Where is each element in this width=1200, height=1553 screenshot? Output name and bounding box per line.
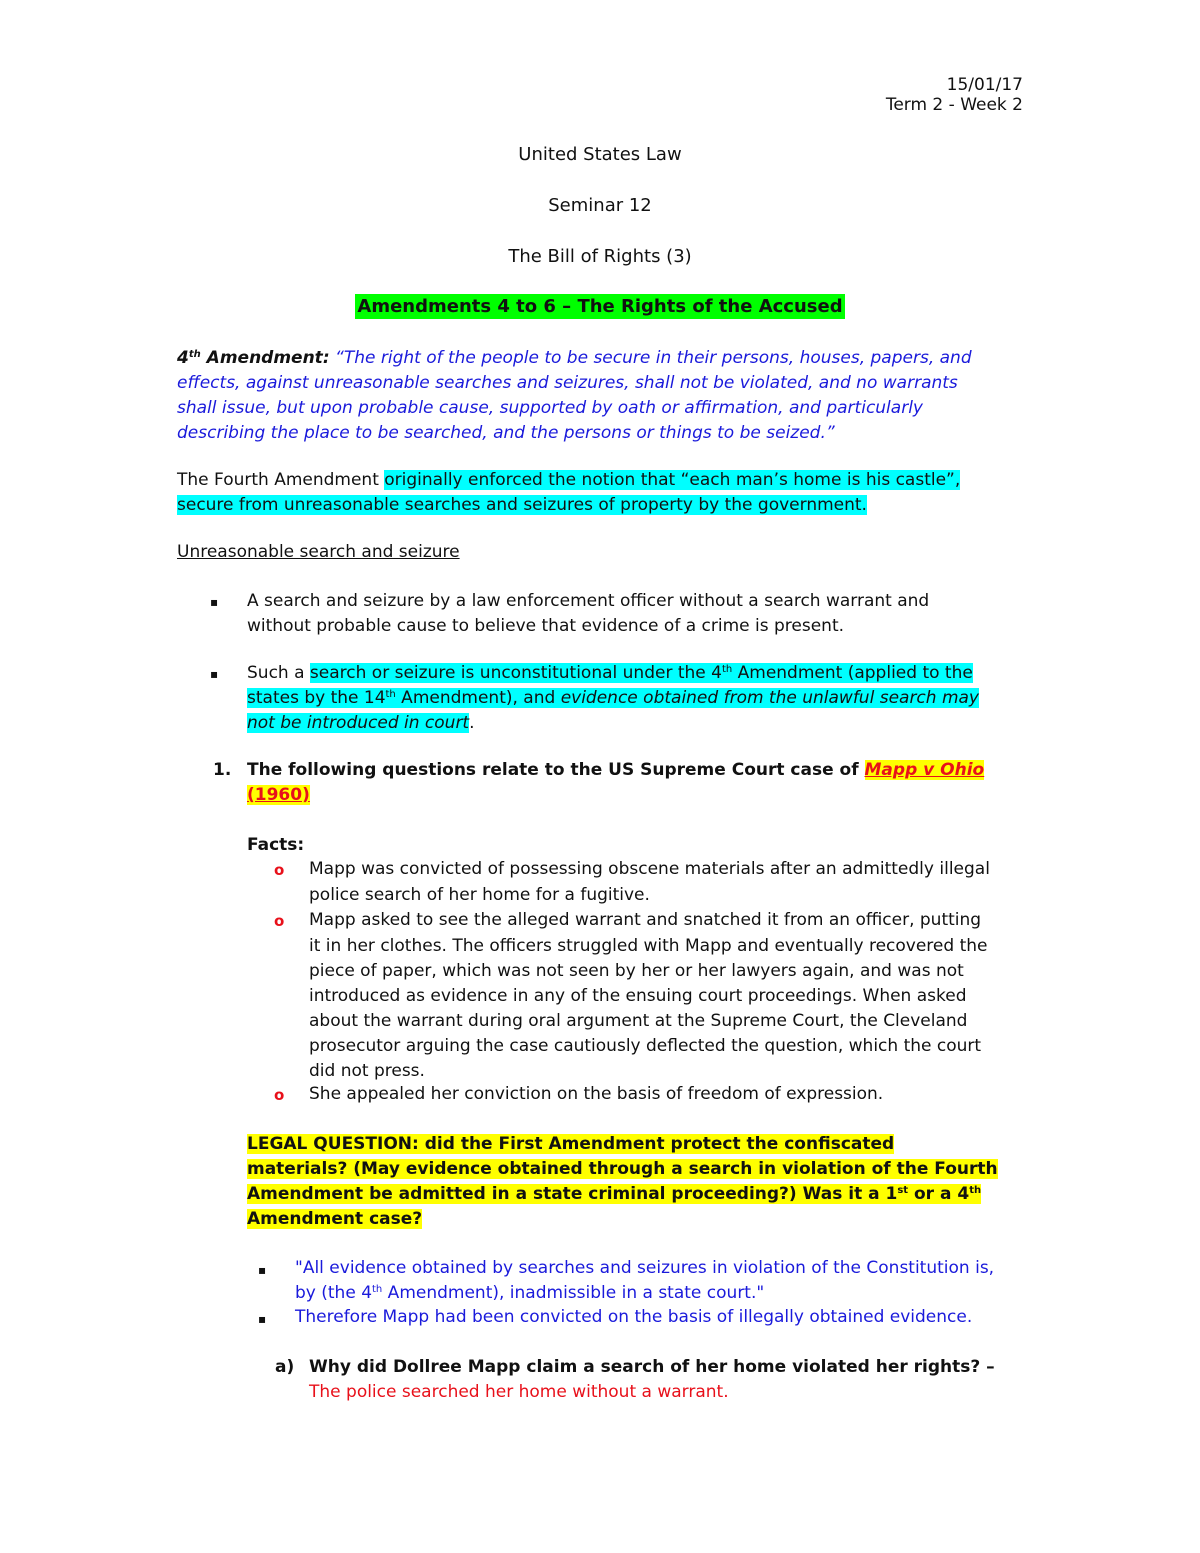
bullet2-sup: th [721,664,733,675]
fact1-line2: police search of her home for a fugitive. [309,885,650,905]
fact2-line3: piece of paper, which was not seen by her or her lawyers again, and was not [309,961,964,981]
seminar-title: Seminar 12 [548,195,652,216]
legal-line4: Amendment case? [247,1209,423,1229]
holding-conclusion: Therefore Mapp had been convicted on the basis of illegally obtained evidence. [295,1307,973,1327]
bullet-square-icon: ▪ [258,1263,267,1277]
fact2-line7: did not press. [309,1061,425,1081]
bullet2-l3-italic: not be introduced in court [247,713,470,733]
quote-line-4: describing the place to be searched, and the persons or things to be seized.” [177,423,835,443]
bullet-square-icon: ▪ [258,1312,267,1326]
bullet2-hl2: Amendment (applied to the [732,663,973,683]
section-title: Amendments 4 to 6 – The Rights of the Accused [357,296,843,317]
bullet-square-icon: ▪ [210,595,219,609]
header-term: Term 2 - Week 2 [885,95,1023,115]
fact3-line1: She appealed her conviction on the basis of freedom of expression. [309,1084,884,1104]
legal-line3b: or a 4 [908,1184,970,1204]
legal-line1: LEGAL QUESTION: did the First Amendment protect the confiscated [247,1134,895,1154]
fact-2 [309,908,1049,1083]
fact2-line1: Mapp asked to see the alleged warrant and snatched it from an officer, putting [309,910,982,930]
amendment-label-rest: Amendment: [200,348,330,368]
holding-sup: th [372,1284,383,1295]
amendment-label-sup: th [188,349,201,360]
fact1-line1: Mapp was convicted of possessing obscene materials after an admittedly illegal [309,859,990,879]
holding-quote [295,1256,1055,1305]
case-name[interactable]: Mapp v Ohio [864,760,985,780]
circle-bullet-icon: o [274,861,285,879]
question-1 [247,758,1047,807]
intro-paragraph [177,468,1037,517]
holding-line2a: by (the 4 [295,1283,373,1303]
fact-1 [309,857,1049,907]
facts-label-row [247,833,316,857]
intro-plain: The Fourth Amendment [177,470,385,490]
legal-line3a: Amendment be admitted in a state criminal proceeding?) Was it a 1 [247,1184,898,1204]
bullet2-l2-sup: th [385,689,396,700]
facts-label: Facts: [247,835,311,855]
bullet-definition [247,589,1047,638]
unreasonable-heading: Unreasonable search and seizure [177,542,460,562]
topic-title: The Bill of Rights (3) [508,246,692,267]
section-title-row [0,295,1200,319]
question-number: 1. [213,760,232,780]
course-title: United States Law [518,144,682,165]
quote-line-2: effects, against unreasonable searches and seizures, shall not be violated, and no warrants [177,373,958,393]
fact2-line4: introduced as evidence in any of the ensuing court proceedings. When asked [309,986,967,1006]
circle-bullet-icon: o [274,912,285,930]
quote-line-1: “The right of the people to be secure in their persons, houses, papers, and [329,348,972,368]
bullet2-plain: Such a [247,663,310,683]
fact2-line2: it in her clothes. The officers struggled with Mapp and eventually recovered the [309,936,988,956]
holding-line2b: Amendment), inadmissible in a state court." [382,1283,765,1303]
subquestion-a [309,1355,1069,1404]
intro-highlight-2: secure from unreasonable searches and seizures of property by the government. [177,495,867,515]
subquestion-text: Why did Dollree Mapp claim a search of her home violated her rights? – [309,1357,995,1377]
amendment-label-num: 4 [177,348,189,368]
question-text: The following questions relate to the US Supreme Court case of [247,760,865,780]
fact2-line6: prosecutor arguing the case cautiously deflected the question, which the court [309,1036,982,1056]
bullet1-line1: A search and seizure by a law enforcement officer without a search warrant and [247,591,930,611]
bullet1-line2: without probable cause to believe that evidence of a crime is present. [247,616,845,636]
bullet2-hl: search or seizure is unconstitutional under the 4 [309,663,722,683]
circle-bullet-icon: o [274,1086,285,1104]
legal-question [247,1132,1047,1231]
intro-highlight-1: originally enforced the notion that “each man’s home is his castle”, [384,470,961,490]
quote-line-3: shall issue, but upon probable cause, supported by oath or affirmation, and particularly [177,398,923,418]
bullet2-l2-hl2: Amendment), and [395,688,561,708]
bullet2-l2-italic: evidence obtained from the unlawful search may [560,688,979,708]
case-year[interactable]: (1960) [247,785,310,805]
fact-3 [309,1082,1049,1106]
subquestion-label: a) [275,1357,295,1377]
holding-line1: "All evidence obtained by searches and seizures in violation of the Constitution is, [295,1258,995,1278]
amendment-quote [177,346,1037,445]
bullet-unconstitutional [247,661,1047,735]
bullet2-l2-hl: states by the 14 [247,688,386,708]
bullet-square-icon: ▪ [210,667,219,681]
legal-sup2: th [969,1185,982,1196]
legal-sup1: st [897,1185,909,1196]
fact2-line5: about the warrant during oral argument at the Supreme Court, the Cleveland [309,1011,968,1031]
legal-line2: materials? (May evidence obtained through a search in violation of the Fourth [247,1159,998,1179]
subquestion-answer: The police searched her home without a warrant. [309,1382,729,1402]
header-date: 15/01/17 [946,75,1023,95]
bullet2-l3-end: . [469,713,475,733]
